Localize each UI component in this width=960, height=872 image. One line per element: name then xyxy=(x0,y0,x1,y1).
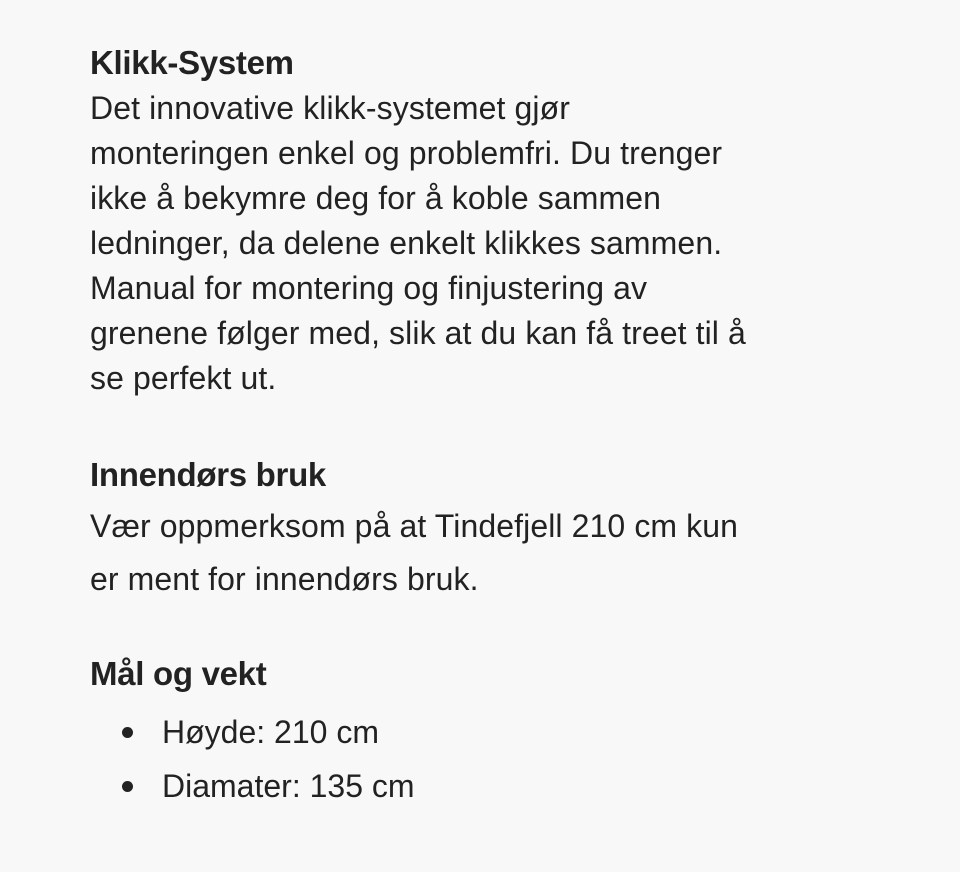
spec-diameter: Diamater: 135 cm xyxy=(162,768,415,804)
bullet-icon xyxy=(122,781,133,792)
body-line: ledninger, da delene enkelt klikkes sammen. xyxy=(90,225,723,261)
section-body xyxy=(90,86,920,401)
body-line: grenene følger med, slik at du kan få treet til å xyxy=(90,315,746,351)
section-body xyxy=(90,500,920,606)
body-line: Vær oppmerksom på at Tindefjell 210 cm kun xyxy=(90,508,739,544)
body-line: se perfekt ut. xyxy=(90,360,277,396)
list-item xyxy=(90,759,920,813)
body-line: Det innovative klikk-systemet gjør xyxy=(90,90,570,126)
section-heading: Klikk-System xyxy=(90,44,294,81)
section-mal-og-vekt xyxy=(90,651,920,813)
body-line: monteringen enkel og problemfri. Du trenger xyxy=(90,135,723,171)
spec-height: Høyde: 210 cm xyxy=(162,714,379,750)
section-spacer xyxy=(90,401,920,452)
section-innendors-bruk xyxy=(90,452,920,606)
list-item xyxy=(90,705,920,759)
body-line: er ment for innendørs bruk. xyxy=(90,561,479,597)
section-klikk-system xyxy=(90,40,920,401)
spec-list xyxy=(90,705,920,813)
section-heading: Innendørs bruk xyxy=(90,456,326,493)
bullet-icon xyxy=(122,727,133,738)
body-line: ikke å bekymre deg for å koble sammen xyxy=(90,180,662,216)
section-spacer xyxy=(90,606,920,651)
body-line: Manual for montering og finjustering av xyxy=(90,270,648,306)
product-description xyxy=(90,40,920,813)
section-heading: Mål og vekt xyxy=(90,655,267,692)
